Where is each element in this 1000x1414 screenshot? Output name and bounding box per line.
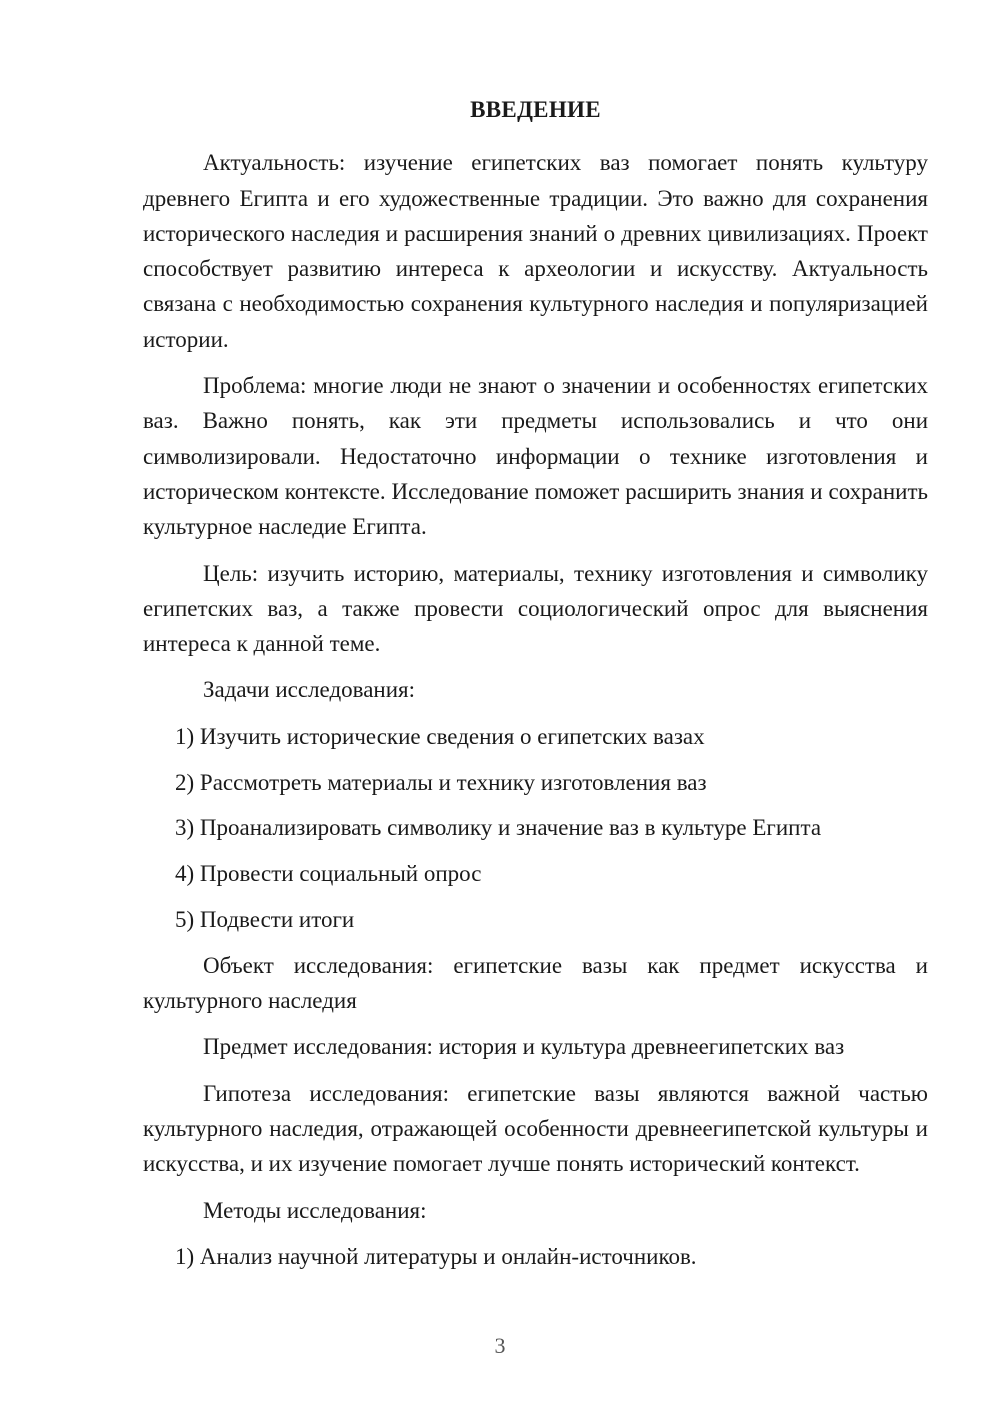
paragraph-problem: Проблема: многие люди не знают о значении и особенностях египетских ваз. Важно понять, как эти предметы использовались и что они символизировали. Недостаточно информации о технике изготовления и историческом контексте. Исследование поможет расширить знания и сохранить культурное наследие Египта. [143,373,928,540]
tasks-title: Задачи исследования: [203,677,416,703]
paragraph-relevance: Актуальность: изучение египетских ваз помогает понять культуру древнего Египта и его художественные традиции. Это важно для сохранения исторического наследия и расширения знаний о древних цивилизациях. Проект способствует развитию интереса к археологии и искусству. Актуальность связана с необходимостью сохранения культурного наследия и популяризацией истории. [143,150,928,352]
document-page [143,92,928,1285]
methods-list [143,1239,928,1274]
list-item: 1) Анализ научной литературы и онлайн-источников. [175,1243,697,1269]
paragraph-subject: Предмет исследования: история и культура древнеегипетских ваз [203,1034,845,1060]
paragraph-hypothesis: Гипотеза исследования: египетские вазы являются важной частью культурного наследия, отражающей особенности древнеегипетской культуры и искусства, и их изучение помогает лучше понять исторический контекст. [143,1080,928,1177]
paragraph-goal: Цель: изучить историю, материалы, технику изготовления и символику египетских ваз, а также провести социологический опрос для выяснения интереса к данной теме. [143,560,928,657]
list-item: 5) Подвести итоги [175,906,355,932]
list-item: 4) Провести социальный опрос [175,861,482,887]
tasks-list [143,719,928,937]
paragraph-object: Объект исследования: египетские вазы как предмет искусства и культурного наследия [143,952,928,1014]
page-title: ВВЕДЕНИЕ [470,97,601,122]
list-item: 3) Проанализировать символику и значение ваз в культуре Египта [175,815,822,841]
methods-title: Методы исследования: [203,1197,427,1223]
list-item: 1) Изучить исторические сведения о египетских вазах [175,723,705,749]
page-number: 3 [494,1333,506,1358]
list-item: 2) Рассмотреть материалы и технику изготовления ваз [175,769,707,795]
